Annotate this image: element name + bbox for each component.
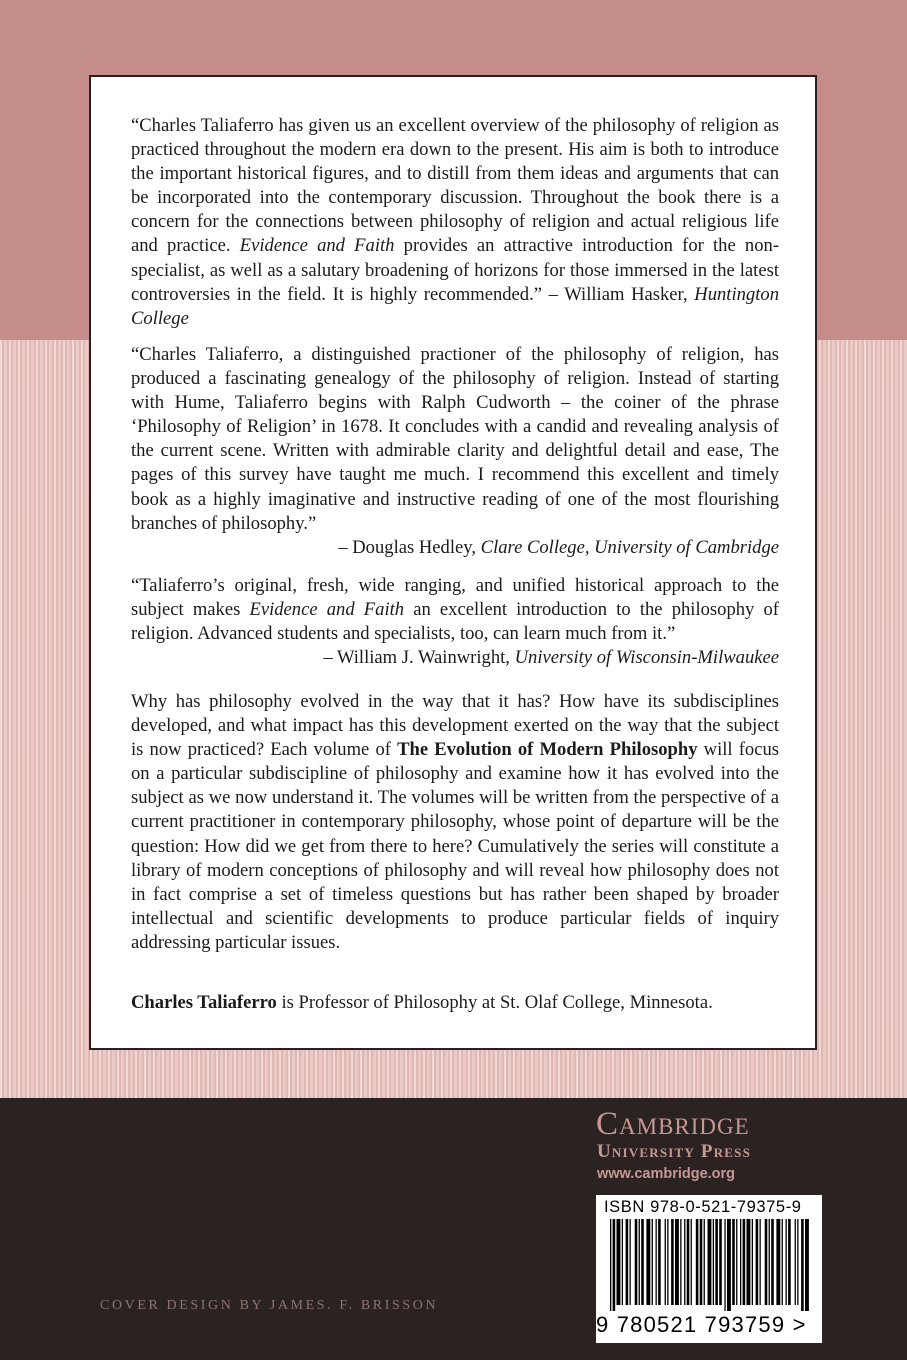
review-wainwright-text-cont: an excellent introduction to the philosophy of religion. Advanced students and specialists, too, can learn much from it.” [131,599,779,645]
barcode-digits: 9 780521 793759 > [596,1312,807,1337]
barcode-bar [708,1219,712,1305]
barcode-bar [715,1219,718,1305]
barcode-bar [752,1219,753,1305]
review-hasker-text: “Charles Taliaferro has given us an excellent overview of the philosophy of religion as practiced throughout the modern era down to the present. His aim is both to introduce the important historical figures, and to distill from them ideas and arguments that can be incorporated into the contemporary discussion. Throughout the book there is a concern for the connections between philosophy of religion and actual religious life and practice. [131,115,779,257]
barcode-bar [747,1219,751,1305]
review-hedley-attribution [131,536,779,560]
barcode-bar [646,1219,650,1305]
barcode-bar [795,1219,796,1305]
barcode-bar [635,1219,638,1305]
barcode-bar [805,1219,809,1311]
barcode-bar [700,1219,703,1305]
barcode-bar [641,1219,644,1305]
barcode-bar [732,1219,735,1305]
barcode-bar [656,1219,657,1305]
review-hedley-text: “Charles Taliaferro, a distinguished practioner of the philosophy of religion, has produced a fascinating genealogy of the philosophy of religion. Instead of starting with Hume, Taliaferro begins with Ralph Cudworth – the coiner of the phrase ‘Philosophy of Religion’ in 1678. It concludes with a candid and revealing analysis of the current scene. Written with admirable clarity and delightful detail and ease, The pages of this survey have taught me much. I recommend this excellent and timely book as a highly imaginative and instructive reading of one of the most flourishing branches of philosophy.” [131,344,779,534]
barcode-bar [613,1219,616,1311]
series-description-text: Why has philosophy evolved in the way that it has? How have its subdisciplines developed, and what impact has this development exerted on the way that the subject is now practiced? Each volume of [131,691,779,761]
barcode-bar [617,1219,621,1305]
series-description [131,690,779,955]
barcode-bar [786,1219,787,1305]
review-wainwright-author: – William J. Wainwright, [323,647,515,669]
cover-design-credit: COVER DESIGN BY JAMES. F. BRISSON [100,1298,439,1313]
barcode-bar [691,1219,692,1305]
review-wainwright [131,574,779,670]
barcode-bar [687,1219,690,1305]
barcode-bar [626,1219,629,1305]
barcode-bar [610,1219,611,1311]
barcode-bar [756,1219,759,1305]
barcode-bar [736,1219,737,1305]
barcode-bar [696,1219,699,1305]
isbn-label: ISBN 978-0-521-79375-9 [604,1198,802,1216]
back-cover-text-panel [89,75,817,1050]
review-hedley-author: – Douglas Hedley, [338,536,481,558]
author-bio-text: is Professor of Philosophy at St. Olaf College, Minnesota. [276,992,713,1013]
barcode-bar [675,1219,679,1305]
book-title-italic-2: Evidence and Faith [249,599,405,621]
barcode-bar [713,1219,714,1305]
barcode-bar [797,1219,798,1305]
barcode-bar [639,1219,640,1305]
barcode-bar [743,1219,746,1305]
barcode-bar [724,1219,725,1311]
barcode-bar [788,1219,791,1305]
barcode-bar [771,1219,774,1305]
barcode-bar [658,1219,661,1305]
review-wainwright-affiliation: University of Wisconsin-Milwaukee [514,647,779,669]
barcode-bar [622,1219,623,1305]
barcode-bar [667,1219,668,1305]
barcode-bar [704,1219,705,1305]
author-bio [131,991,779,1015]
barcode-bar [782,1219,783,1305]
barcode-bar [680,1219,681,1305]
publisher-url: www.cambridge.org [597,1166,736,1182]
barcode-bar [719,1219,722,1305]
review-hasker-text-cont: provides an attractive introduction for the non-specialist, as well as a salutary broadening of horizons for those immersed in the latest controversies in the field. It is highly recommended.” – William Hasker, [131,235,780,305]
barcode-bar [652,1219,653,1305]
review-hasker-affiliation: Huntington College [131,283,779,329]
review-hasker [131,114,779,331]
series-description-text-cont: will focus on a particular subdiscipline of philosophy and examine how it has evolved into the subject as we now understand it. The volumes will be written from the perspective of a current practitioner in contemporary philosophy, whose point of departure will be the question: How did we get from there to here? Cumulatively the series will constitute a library of modern conceptions of philosophy and will reveal how philosophy does not in fact comprise a set of timeless questions but has rather been shaped by broader intellectual and scientific developments to produce particular fields of inquiry addressing particular issues. [131,739,779,953]
barcode-bar [801,1219,804,1311]
barcode-bar [727,1219,731,1311]
review-wainwright-text: “Taliaferro’s original, fresh, wide ranging, and unified historical approach to the subject makes [131,575,779,621]
barcode-bar [776,1219,780,1305]
series-title: The Evolution of Modern Philosophy [397,739,698,761]
barcode-bar [769,1219,770,1305]
barcode-bar [630,1219,631,1305]
author-name: Charles Taliaferro [131,992,277,1013]
review-wainwright-attribution [131,646,779,670]
barcode-bar [671,1219,674,1305]
book-title-italic: Evidence and Faith [239,235,395,257]
barcode-bar [765,1219,768,1305]
barcode-bars [602,1219,816,1311]
barcode-bar [665,1219,666,1305]
isbn-barcode [596,1195,822,1343]
review-hedley-affiliation: Clare College, University of Cambridge [480,536,779,558]
publisher-logo-name: Cambridge [596,1106,750,1142]
barcode-bar [740,1219,741,1305]
barcode-bar [684,1219,685,1305]
review-hedley [131,343,779,560]
barcode-bar [760,1219,761,1305]
publisher-logo-subtitle: University Press [597,1141,752,1162]
